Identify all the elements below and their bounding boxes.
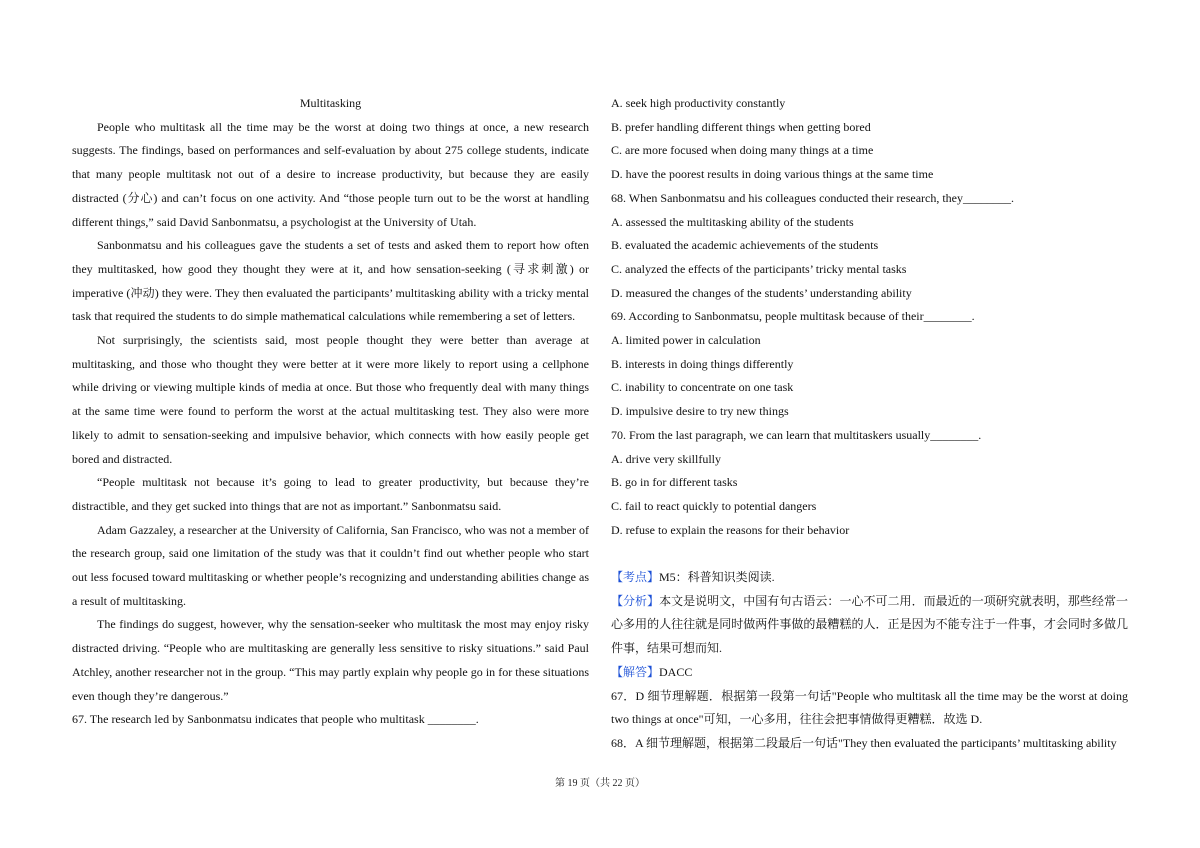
question-68-option-c: C. analyzed the effects of the participants’ tricky mental tasks [611,261,907,276]
question-68-option-d: D. measured the changes of the students’ understanding ability [611,285,912,300]
passage-paragraph-6: The findings do suggest, however, why the sensation-seeker who multitask the most may enjoy risky distracted driving. “People who are multitasking are generally less sensitive to risky situations.” said Paul Atchley, another researcher not in the group. “This may partly explain why people go in for these situations even though they’re dangerous.” [72,617,589,703]
question-67-option-d: D. have the poorest results in doing various things at the same time [611,167,934,182]
kaodian-text: M5：科普知识类阅读. [659,570,775,585]
jieda-tag: 【解答】 [611,664,660,679]
passage-column [72,92,589,732]
question-68-option-b: B. evaluated the academic achievements of the students [611,238,879,253]
question-70-option-c: C. fail to react quickly to potential dangers [611,498,817,513]
questions-column [611,92,1128,756]
section-spacer [611,542,1128,566]
explanation-67: 67．D 细节理解题．根据第一段第一句话"People who multitask all the time may be the worst at doing two things at once"可知，一心多用，往往会把事情做得更糟糕．故选 D. [611,688,1128,727]
explanation-68: 68．A 细节理解题，根据第二段最后一句话"They then evaluated the participants’ multitasking ability [611,735,1117,750]
page-footer: 第 19 页（共 22 页） [555,778,645,789]
question-67-option-c: C. are more focused when doing many things at a time [611,143,874,158]
fenxi-text: 本文是说明文，中国有句古语云：一心不可二用．而最近的一项研究就表明，那些经常一心多用的人往往就是同时做两件事做的最糟糕的人．正是因为不能专注于一件事，才会同时多做几件事，结果可想而知. [611,593,1128,656]
kaodian-row [611,566,1128,590]
passage-paragraph-5: Adam Gazzaley, a researcher at the University of California, San Francisco, who was not a member of the research group, said one limitation of the study was that it couldn’t find out whether people who start out less focused toward multitasking or whether people’s recognizing and understanding abilities change as a result of multitasking. [72,522,589,608]
question-69-option-c: C. inability to concentrate on one task [611,380,794,395]
question-69-option-a: A. limited power in calculation [611,333,761,348]
passage-paragraph-2: Sanbonmatsu and his colleagues gave the students a set of tests and asked them to report how often they multitasked, how good they thought they were at it, and how sensation-seeking (寻求刺激) or imperative (冲动) they were. They then evaluated the participants’ multitasking ability with a tricky mental task that required the students to do simple mathematical calculations while remembering a set of letters. [72,238,589,324]
kaodian-tag: 【考点】 [611,570,660,585]
passage-paragraph-3: Not surprisingly, the scientists said, most people thought they were better than average at multitasking, and those who thought they were better at it were more likely to report using a cellphone while driving or viewing multiple kinds of media at once. But those who frequently deal with many things at the same time were found to perform the worst at the actual multitasking test. They also were more likely to admit to sensation-seeking and impulsive behavior, which connects with how easily people get bored and distracted. [72,333,589,466]
question-70-option-d: D. refuse to explain the reasons for their behavior [611,522,850,537]
jieda-row [611,661,1128,685]
question-70-option-a: A. drive very skillfully [611,451,721,466]
passage-paragraph-1: People who multitask all the time may be the worst at doing two things at once, a new research suggests. The findings, based on performances and self-evaluation by about 275 college students, indicate that many people multitask not out of a desire to increase productivity, but because they are easily distracted (分心) and can’t focus on one activity. And “those people turn out to be the worst at handling different things,” said David Sanbonmatsu, a psychologist at the University of Utah. [72,119,589,229]
passage-paragraph-4: “People multitask not because it’s going to lead to greater productivity, but because they’re distractible, and they get sucked into things that are not as important.” Sanbonmatsu said. [72,475,589,513]
question-67-option-a: A. seek high productivity constantly [611,96,786,110]
question-68-stem: 68. When Sanbonmatsu and his colleagues conducted their research, they________. [611,190,1015,205]
question-70-stem: 70. From the last paragraph, we can learn that multitaskers usually________. [611,427,982,442]
jieda-text: DACC [659,664,693,679]
question-69-option-d: D. impulsive desire to try new things [611,404,789,419]
fenxi-row [611,590,1128,661]
question-70-option-b: B. go in for different tasks [611,475,738,490]
passage-title: Multitasking [299,96,362,110]
question-67-option-b: B. prefer handling different things when getting bored [611,119,871,134]
question-69-option-b: B. interests in doing things differently [611,356,794,371]
question-69-stem: 69. According to Sanbonmatsu, people multitask because of their________. [611,309,975,324]
question-68-option-a: A. assessed the multitasking ability of the students [611,214,854,229]
fenxi-tag: 【分析】 [611,593,660,608]
question-67-stem: 67. The research led by Sanbonmatsu indicates that people who multitask ________. [72,712,479,727]
